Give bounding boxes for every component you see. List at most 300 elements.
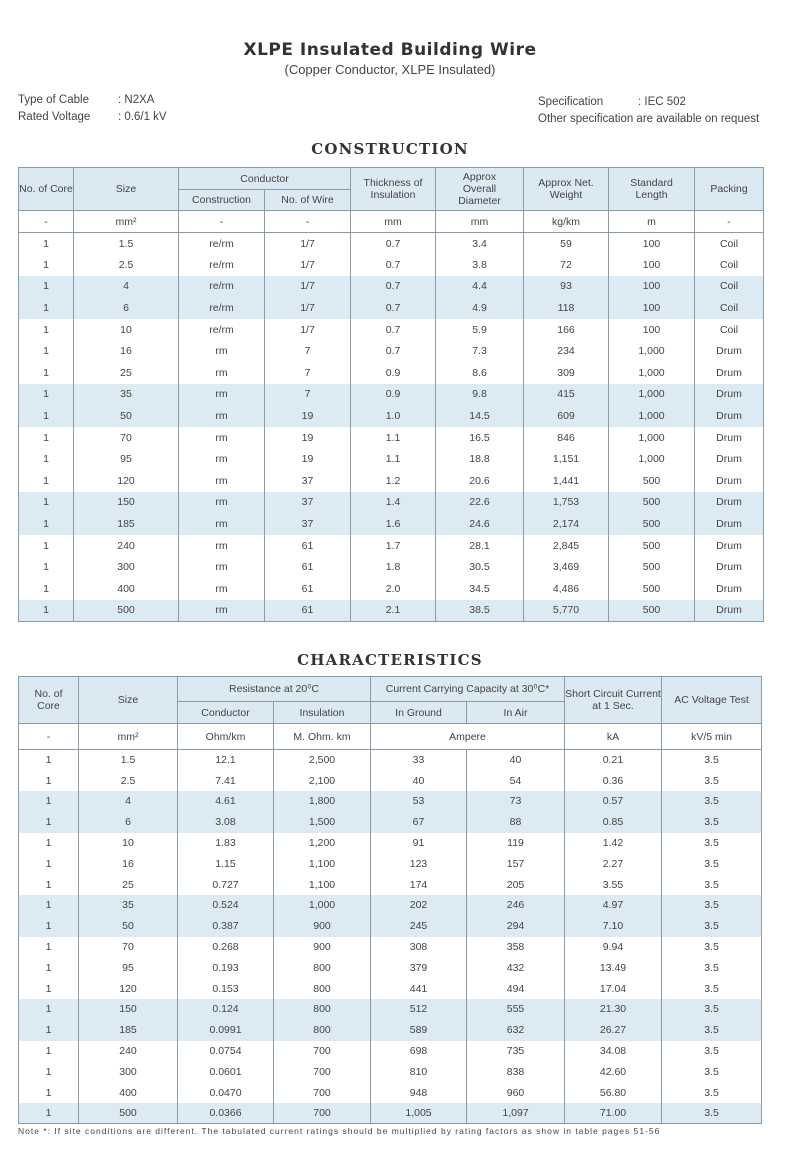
table-cell: 500 bbox=[609, 578, 695, 600]
table-cell: Coil bbox=[695, 319, 764, 341]
col-thickness: Thickness of Insulation bbox=[351, 168, 436, 211]
table-cell: 3.55 bbox=[565, 874, 662, 895]
table-cell: 2.0 bbox=[351, 578, 436, 600]
table-cell: rm bbox=[179, 448, 265, 470]
table-cell: 3.5 bbox=[662, 853, 762, 874]
table-cell: 25 bbox=[79, 874, 178, 895]
table-cell: 6 bbox=[74, 297, 179, 319]
table-cell: rm bbox=[179, 340, 265, 362]
table-cell: 4.9 bbox=[436, 297, 524, 319]
table-cell: 2,845 bbox=[524, 535, 609, 557]
table-cell: 202 bbox=[371, 895, 467, 916]
table-row bbox=[19, 492, 764, 514]
construction-title: CONSTRUCTION bbox=[311, 140, 469, 158]
table-cell: 19 bbox=[265, 427, 351, 449]
table-cell: 0.9 bbox=[351, 362, 436, 384]
table-cell: 12.1 bbox=[178, 750, 274, 771]
table-cell: 1.42 bbox=[565, 833, 662, 854]
unit-cell: Ohm/km bbox=[178, 724, 274, 750]
table-cell: 24.6 bbox=[436, 513, 524, 535]
table-cell: 1 bbox=[19, 297, 74, 319]
table-cell: 1 bbox=[19, 812, 79, 833]
table-cell: 21.30 bbox=[565, 999, 662, 1020]
table-cell: Drum bbox=[695, 340, 764, 362]
col-size: Size bbox=[79, 677, 178, 724]
table-cell: 7.3 bbox=[436, 340, 524, 362]
table-cell: 1,753 bbox=[524, 492, 609, 514]
table-cell: 0.21 bbox=[565, 750, 662, 771]
table-cell: 1 bbox=[19, 978, 79, 999]
table-cell: 35 bbox=[74, 384, 179, 406]
construction-table bbox=[18, 167, 764, 622]
table-cell: 0.9 bbox=[351, 384, 436, 406]
table-cell: 1,000 bbox=[609, 427, 695, 449]
table-row bbox=[19, 427, 764, 449]
table-row bbox=[19, 276, 764, 298]
table-row bbox=[19, 405, 764, 427]
table-cell: 26.27 bbox=[565, 1020, 662, 1041]
table-cell: rm bbox=[179, 513, 265, 535]
characteristics-table bbox=[18, 676, 762, 1124]
construction-units-row bbox=[19, 211, 764, 233]
table-cell: 1 bbox=[19, 276, 74, 298]
table-cell: rm bbox=[179, 556, 265, 578]
table-cell: 3.5 bbox=[662, 978, 762, 999]
table-cell: 7.41 bbox=[178, 770, 274, 791]
table-cell: 948 bbox=[371, 1082, 467, 1103]
unit-cell: - bbox=[265, 211, 351, 233]
table-cell: 3.5 bbox=[662, 812, 762, 833]
table-cell: 7 bbox=[265, 340, 351, 362]
table-cell: 2.1 bbox=[351, 600, 436, 622]
table-cell: 16 bbox=[79, 853, 178, 874]
table-cell: 1 bbox=[19, 254, 74, 276]
table-cell: 1/7 bbox=[265, 233, 351, 255]
table-cell: Drum bbox=[695, 513, 764, 535]
table-cell: Drum bbox=[695, 470, 764, 492]
table-cell: 3.5 bbox=[662, 770, 762, 791]
table-cell: 1.83 bbox=[178, 833, 274, 854]
table-cell: 0.727 bbox=[178, 874, 274, 895]
table-cell: 1 bbox=[19, 833, 79, 854]
table-cell: Drum bbox=[695, 384, 764, 406]
table-cell: 240 bbox=[79, 1041, 178, 1062]
table-cell: 1/7 bbox=[265, 297, 351, 319]
table-cell: re/rm bbox=[179, 319, 265, 341]
table-cell: re/rm bbox=[179, 254, 265, 276]
table-cell: 95 bbox=[79, 957, 178, 978]
table-cell: 2.5 bbox=[74, 254, 179, 276]
table-cell: 3.5 bbox=[662, 916, 762, 937]
table-cell: 34.08 bbox=[565, 1041, 662, 1062]
table-cell: 1 bbox=[19, 1041, 79, 1062]
unit-cell: m bbox=[609, 211, 695, 233]
table-cell: 8.6 bbox=[436, 362, 524, 384]
table-cell: 166 bbox=[524, 319, 609, 341]
table-row bbox=[19, 578, 764, 600]
table-row bbox=[19, 448, 764, 470]
table-cell: 7.10 bbox=[565, 916, 662, 937]
col-resistance: Resistance at 20⁰C bbox=[178, 677, 371, 702]
table-row bbox=[19, 1020, 762, 1041]
table-cell: 500 bbox=[609, 513, 695, 535]
table-cell: 415 bbox=[524, 384, 609, 406]
table-cell: 100 bbox=[609, 254, 695, 276]
table-row bbox=[19, 812, 762, 833]
table-cell: 5,770 bbox=[524, 600, 609, 622]
table-cell: 1 bbox=[19, 556, 74, 578]
table-cell: 3.5 bbox=[662, 937, 762, 958]
table-cell: 56.80 bbox=[565, 1082, 662, 1103]
table-cell: 2,100 bbox=[274, 770, 371, 791]
table-cell: 0.7 bbox=[351, 297, 436, 319]
table-cell: Coil bbox=[695, 254, 764, 276]
table-cell: rm bbox=[179, 470, 265, 492]
table-cell: 0.7 bbox=[351, 340, 436, 362]
table-cell: 609 bbox=[524, 405, 609, 427]
table-cell: 5.9 bbox=[436, 319, 524, 341]
table-cell: 1 bbox=[19, 362, 74, 384]
table-cell: 1,100 bbox=[274, 874, 371, 895]
table-cell: 40 bbox=[467, 750, 565, 771]
table-row bbox=[19, 937, 762, 958]
table-row bbox=[19, 362, 764, 384]
table-row bbox=[19, 535, 764, 557]
table-cell: 28.1 bbox=[436, 535, 524, 557]
table-cell: 1,100 bbox=[274, 853, 371, 874]
table-cell: 35 bbox=[79, 895, 178, 916]
table-cell: 22.6 bbox=[436, 492, 524, 514]
table-cell: 150 bbox=[74, 492, 179, 514]
table-cell: 735 bbox=[467, 1041, 565, 1062]
table-cell: 400 bbox=[79, 1082, 178, 1103]
table-cell: 1,200 bbox=[274, 833, 371, 854]
table-cell: 205 bbox=[467, 874, 565, 895]
table-cell: 3.5 bbox=[662, 1061, 762, 1082]
table-row bbox=[19, 513, 764, 535]
table-cell: 72 bbox=[524, 254, 609, 276]
table-cell: Drum bbox=[695, 362, 764, 384]
table-cell: 13.49 bbox=[565, 957, 662, 978]
table-cell: Coil bbox=[695, 233, 764, 255]
table-cell: 9.94 bbox=[565, 937, 662, 958]
table-cell: 0.36 bbox=[565, 770, 662, 791]
unit-cell: - bbox=[179, 211, 265, 233]
table-row bbox=[19, 297, 764, 319]
table-cell: 16 bbox=[74, 340, 179, 362]
table-cell: 17.04 bbox=[565, 978, 662, 999]
table-cell: 3.5 bbox=[662, 895, 762, 916]
table-cell: 1,000 bbox=[609, 340, 695, 362]
table-cell: 95 bbox=[74, 448, 179, 470]
col-in-air: In Air bbox=[467, 702, 565, 724]
spec-type-of-cable: Type of Cable : N2XA bbox=[18, 94, 155, 106]
table-cell: 0.153 bbox=[178, 978, 274, 999]
table-cell: 120 bbox=[74, 470, 179, 492]
table-cell: 0.85 bbox=[565, 812, 662, 833]
table-row bbox=[19, 1103, 762, 1124]
table-cell: re/rm bbox=[179, 297, 265, 319]
table-cell: 88 bbox=[467, 812, 565, 833]
table-cell: 185 bbox=[74, 513, 179, 535]
col-packing: Packing bbox=[695, 168, 764, 211]
table-cell: 1 bbox=[19, 427, 74, 449]
table-cell: rm bbox=[179, 600, 265, 622]
table-cell: 3.5 bbox=[662, 999, 762, 1020]
col-short-circuit: Short Circuit Current at 1 Sec. bbox=[565, 677, 662, 724]
spec-rated-voltage: Rated Voltage : 0.6/1 kV bbox=[18, 111, 167, 123]
table-cell: 1 bbox=[19, 1020, 79, 1041]
table-row bbox=[19, 254, 764, 276]
table-cell: 54 bbox=[467, 770, 565, 791]
col-in-ground: In Ground bbox=[371, 702, 467, 724]
col-diameter: Approx Overall Diameter bbox=[436, 168, 524, 211]
table-cell: 3.08 bbox=[178, 812, 274, 833]
table-cell: rm bbox=[179, 492, 265, 514]
table-cell: 0.7 bbox=[351, 276, 436, 298]
table-row bbox=[19, 770, 762, 791]
table-row bbox=[19, 916, 762, 937]
table-cell: 3.5 bbox=[662, 1082, 762, 1103]
table-row bbox=[19, 957, 762, 978]
table-row bbox=[19, 600, 764, 622]
table-cell: 1 bbox=[19, 1061, 79, 1082]
table-cell: 0.268 bbox=[178, 937, 274, 958]
table-cell: 1 bbox=[19, 916, 79, 937]
table-cell: 91 bbox=[371, 833, 467, 854]
characteristics-body bbox=[19, 750, 762, 1124]
footnote: Note *: If site conditions are different. The tabulated current ratings should be multiplied by rating factors as show in table pages 51-56 bbox=[18, 1126, 661, 1136]
table-cell: 1,000 bbox=[609, 448, 695, 470]
construction-body bbox=[19, 233, 764, 622]
table-row bbox=[19, 470, 764, 492]
table-cell: 4.4 bbox=[436, 276, 524, 298]
col-no-core: No. of Core bbox=[19, 677, 79, 724]
table-cell: 500 bbox=[79, 1103, 178, 1124]
table-cell: 2.27 bbox=[565, 853, 662, 874]
table-cell: 123 bbox=[371, 853, 467, 874]
table-cell: 1 bbox=[19, 233, 74, 255]
table-cell: 61 bbox=[265, 578, 351, 600]
table-cell: 100 bbox=[609, 319, 695, 341]
table-cell: re/rm bbox=[179, 276, 265, 298]
table-cell: 300 bbox=[79, 1061, 178, 1082]
table-cell: 1 bbox=[19, 600, 74, 622]
table-cell: 512 bbox=[371, 999, 467, 1020]
table-cell: 900 bbox=[274, 916, 371, 937]
table-cell: 846 bbox=[524, 427, 609, 449]
table-cell: rm bbox=[179, 362, 265, 384]
table-cell: 0.0470 bbox=[178, 1082, 274, 1103]
table-cell: 53 bbox=[371, 791, 467, 812]
table-row bbox=[19, 853, 762, 874]
table-row bbox=[19, 556, 764, 578]
table-cell: 1.1 bbox=[351, 427, 436, 449]
table-cell: 1,000 bbox=[609, 362, 695, 384]
table-cell: 300 bbox=[74, 556, 179, 578]
table-row bbox=[19, 895, 762, 916]
unit-cell: mm² bbox=[74, 211, 179, 233]
table-cell: 800 bbox=[274, 957, 371, 978]
table-cell: rm bbox=[179, 535, 265, 557]
table-cell: Drum bbox=[695, 405, 764, 427]
table-cell: 1,000 bbox=[274, 895, 371, 916]
page-subtitle: (Copper Conductor, XLPE Insulated) bbox=[284, 62, 496, 77]
table-cell: 1 bbox=[19, 874, 79, 895]
table-cell: 59 bbox=[524, 233, 609, 255]
table-cell: 67 bbox=[371, 812, 467, 833]
table-row bbox=[19, 791, 762, 812]
table-cell: 10 bbox=[79, 833, 178, 854]
table-cell: 1 bbox=[19, 937, 79, 958]
table-cell: 0.0991 bbox=[178, 1020, 274, 1041]
table-row bbox=[19, 750, 762, 771]
table-cell: 555 bbox=[467, 999, 565, 1020]
table-cell: 309 bbox=[524, 362, 609, 384]
page-title: XLPE Insulated Building Wire bbox=[243, 40, 537, 60]
table-cell: 3.5 bbox=[662, 1041, 762, 1062]
unit-cell: - bbox=[19, 211, 74, 233]
table-cell: 1 bbox=[19, 895, 79, 916]
table-cell: 100 bbox=[609, 297, 695, 319]
table-cell: 33 bbox=[371, 750, 467, 771]
unit-cell: mm bbox=[351, 211, 436, 233]
table-cell: 0.124 bbox=[178, 999, 274, 1020]
table-cell: 1.4 bbox=[351, 492, 436, 514]
unit-cell: kg/km bbox=[524, 211, 609, 233]
table-cell: 500 bbox=[609, 600, 695, 622]
table-cell: re/rm bbox=[179, 233, 265, 255]
table-cell: 61 bbox=[265, 535, 351, 557]
table-row bbox=[19, 319, 764, 341]
table-cell: 700 bbox=[274, 1082, 371, 1103]
table-cell: 100 bbox=[609, 233, 695, 255]
table-cell: 157 bbox=[467, 853, 565, 874]
table-cell: 4.61 bbox=[178, 791, 274, 812]
table-cell: 1.1 bbox=[351, 448, 436, 470]
table-cell: 441 bbox=[371, 978, 467, 999]
table-row bbox=[19, 874, 762, 895]
table-cell: 20.6 bbox=[436, 470, 524, 492]
characteristics-title: CHARACTERISTICS bbox=[297, 651, 483, 669]
table-cell: 118 bbox=[524, 297, 609, 319]
table-cell: 800 bbox=[274, 1020, 371, 1041]
table-cell: 246 bbox=[467, 895, 565, 916]
table-cell: Drum bbox=[695, 427, 764, 449]
table-cell: 61 bbox=[265, 556, 351, 578]
table-cell: 1.2 bbox=[351, 470, 436, 492]
col-ac-voltage: AC Voltage Test bbox=[662, 677, 762, 724]
table-cell: 1 bbox=[19, 750, 79, 771]
table-cell: 70 bbox=[79, 937, 178, 958]
table-cell: 18.8 bbox=[436, 448, 524, 470]
col-length: Standard Length bbox=[609, 168, 695, 211]
table-cell: 1 bbox=[19, 1082, 79, 1103]
table-cell: 1 bbox=[19, 578, 74, 600]
table-cell: 100 bbox=[609, 276, 695, 298]
table-cell: 1,097 bbox=[467, 1103, 565, 1124]
table-cell: 71.00 bbox=[565, 1103, 662, 1124]
table-row bbox=[19, 384, 764, 406]
table-cell: 1.7 bbox=[351, 535, 436, 557]
table-cell: 1 bbox=[19, 770, 79, 791]
table-cell: 1/7 bbox=[265, 276, 351, 298]
table-cell: 1,151 bbox=[524, 448, 609, 470]
table-cell: 1 bbox=[19, 448, 74, 470]
table-cell: 900 bbox=[274, 937, 371, 958]
table-cell: 7 bbox=[265, 362, 351, 384]
table-cell: Drum bbox=[695, 448, 764, 470]
table-cell: 0.193 bbox=[178, 957, 274, 978]
unit-cell: Ampere bbox=[371, 724, 565, 750]
table-cell: 19 bbox=[265, 405, 351, 427]
table-cell: 632 bbox=[467, 1020, 565, 1041]
table-cell: 1.6 bbox=[351, 513, 436, 535]
table-cell: 1.8 bbox=[351, 556, 436, 578]
table-cell: 1.5 bbox=[74, 233, 179, 255]
characteristics-units-row bbox=[19, 724, 762, 750]
table-row bbox=[19, 833, 762, 854]
table-cell: 9.8 bbox=[436, 384, 524, 406]
table-cell: 3,469 bbox=[524, 556, 609, 578]
table-cell: 0.7 bbox=[351, 254, 436, 276]
table-cell: 234 bbox=[524, 340, 609, 362]
spec-left bbox=[18, 92, 167, 126]
table-cell: 93 bbox=[524, 276, 609, 298]
table-cell: 1.15 bbox=[178, 853, 274, 874]
table-cell: 700 bbox=[274, 1103, 371, 1124]
table-cell: 42.60 bbox=[565, 1061, 662, 1082]
table-cell: Drum bbox=[695, 492, 764, 514]
unit-cell: - bbox=[19, 724, 79, 750]
table-cell: 500 bbox=[609, 556, 695, 578]
table-cell: 150 bbox=[79, 999, 178, 1020]
spec-right bbox=[538, 94, 759, 128]
table-cell: 70 bbox=[74, 427, 179, 449]
unit-cell: mm bbox=[436, 211, 524, 233]
spec-other: Other specification are available on request bbox=[538, 113, 760, 125]
table-cell: 2,174 bbox=[524, 513, 609, 535]
table-row bbox=[19, 1061, 762, 1082]
table-cell: 30.5 bbox=[436, 556, 524, 578]
table-cell: 6 bbox=[79, 812, 178, 833]
table-cell: 1 bbox=[19, 492, 74, 514]
table-cell: 0.387 bbox=[178, 916, 274, 937]
table-cell: 1 bbox=[19, 405, 74, 427]
table-cell: 3.5 bbox=[662, 750, 762, 771]
table-row bbox=[19, 978, 762, 999]
table-cell: 4,486 bbox=[524, 578, 609, 600]
table-cell: 379 bbox=[371, 957, 467, 978]
table-cell: 2,500 bbox=[274, 750, 371, 771]
col-construction: Construction bbox=[179, 190, 265, 211]
table-cell: 800 bbox=[274, 999, 371, 1020]
table-cell: 0.0754 bbox=[178, 1041, 274, 1062]
table-cell: Drum bbox=[695, 600, 764, 622]
table-cell: 500 bbox=[609, 470, 695, 492]
table-cell: 0.7 bbox=[351, 319, 436, 341]
unit-cell: - bbox=[695, 211, 764, 233]
table-row bbox=[19, 1041, 762, 1062]
col-current: Current Carrying Capacity at 30⁰C* bbox=[371, 677, 565, 702]
table-cell: 0.0601 bbox=[178, 1061, 274, 1082]
col-conductor: Conductor bbox=[179, 168, 351, 190]
table-cell: 700 bbox=[274, 1041, 371, 1062]
table-cell: 500 bbox=[74, 600, 179, 622]
table-row bbox=[19, 1082, 762, 1103]
table-cell: 1 bbox=[19, 853, 79, 874]
table-cell: 34.5 bbox=[436, 578, 524, 600]
